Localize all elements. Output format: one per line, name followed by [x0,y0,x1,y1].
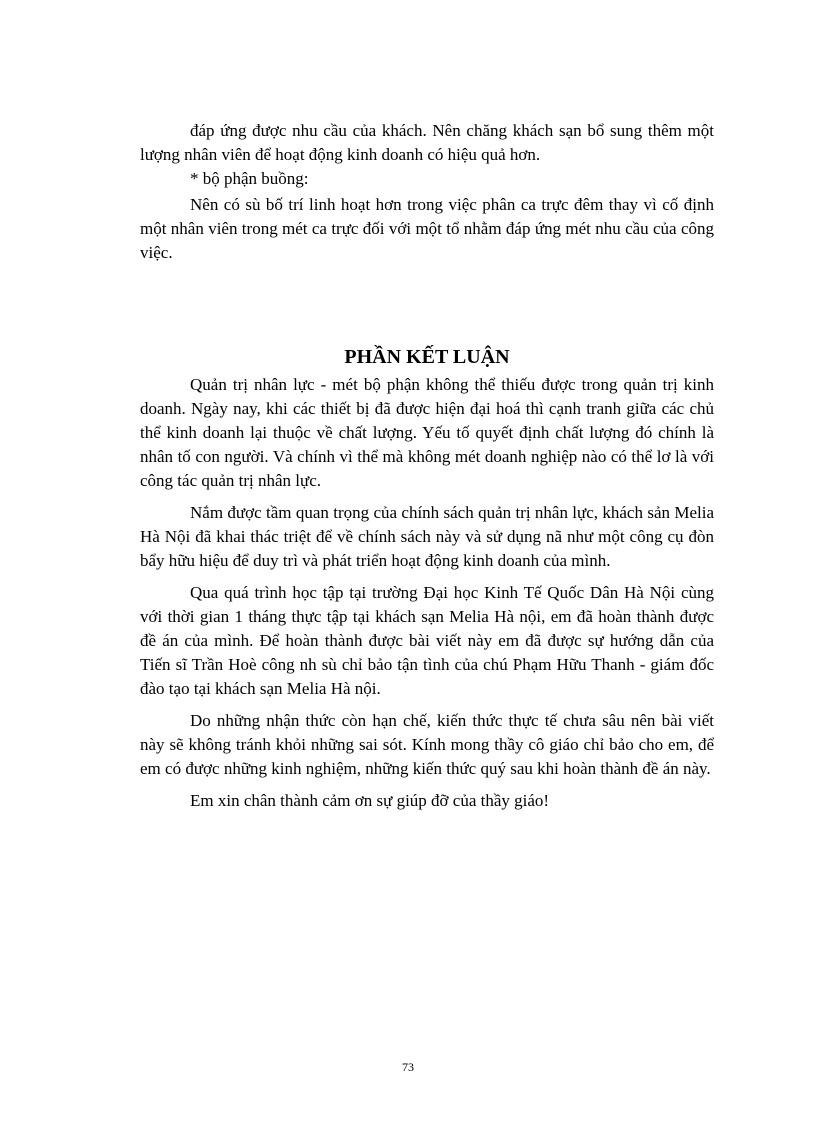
conclusion-paragraph: Qua quá trình học tập tại trường Đại học Kinh Tế Quốc Dân Hà Nội cùng với thời gian 1 tháng thực tập tại khách sạn Melia Hà nội, em đã hoàn thành được đề án của mình. Để hoàn thành được bài viết này em đã được sự hướng dẫn của Tiến sĩ Trần Hoè công nh sù chỉ bảo tận tình của chú Phạm Hữu Thanh - giám đốc đào tạo tại khách sạn Melia Hà nội. [140,583,714,698]
conclusion-paragraph: Em xin chân thành cảm ơn sự giúp đỡ của thầy giáo! [190,791,550,810]
section-label: * bộ phận buồng: [190,169,309,188]
intro-paragraph: Nên có sù bố trí linh hoạt hơn trong việc phân ca trực đêm thay vì cố định một nhân viên trong mét ca trực đối với một tổ nhằm đáp ứng mét nhu cầu của công việc. [140,195,714,262]
conclusion-paragraph: Quản trị nhân lực - mét bộ phận không thể thiếu được trong quản trị kinh doanh. Ngày nay, khi các thiết bị đã được hiện đại hoá thì cạnh tranh giữa các chủ thể kinh doanh lại thuộc về chất lượng. Yếu tố quyết định chất lượng đó chính là nhân tố con người. Và chính vì thể mà không mét doanh nghiệp nào có thể lơ là với công tác quản trị nhân lực. [140,375,714,490]
page-number: 73 [402,1060,414,1074]
conclusion-paragraph: Nắm được tầm quan trọng của chính sách quản trị nhân lực, khách sản Melia Hà Nội đã khai thác triệt để về chính sách này và sử dụng nã như một công cụ đòn bẩy hữu hiệu để duy trì và phát triển hoạt động kinh doanh của mình. [140,503,714,570]
conclusion-section [140,373,714,821]
section-heading: PHẦN KẾT LUẬN [344,346,510,368]
conclusion-paragraph: Do những nhận thức còn hạn chế, kiến thức thực tế chưa sâu nên bài viết này sẽ không tránh khỏi những sai sót. Kính mong thầy cô giáo chỉ bảo cho em, để em có được những kinh nghiệm, những kiến thức quý sau khi hoàn thành đề án này. [140,711,714,778]
intro-section [140,119,714,273]
intro-paragraph: đáp ứng được nhu cầu của khách. Nên chăng khách sạn bổ sung thêm một lượng nhân viên để hoạt động kinh doanh có hiệu quả hơn. [140,121,714,164]
